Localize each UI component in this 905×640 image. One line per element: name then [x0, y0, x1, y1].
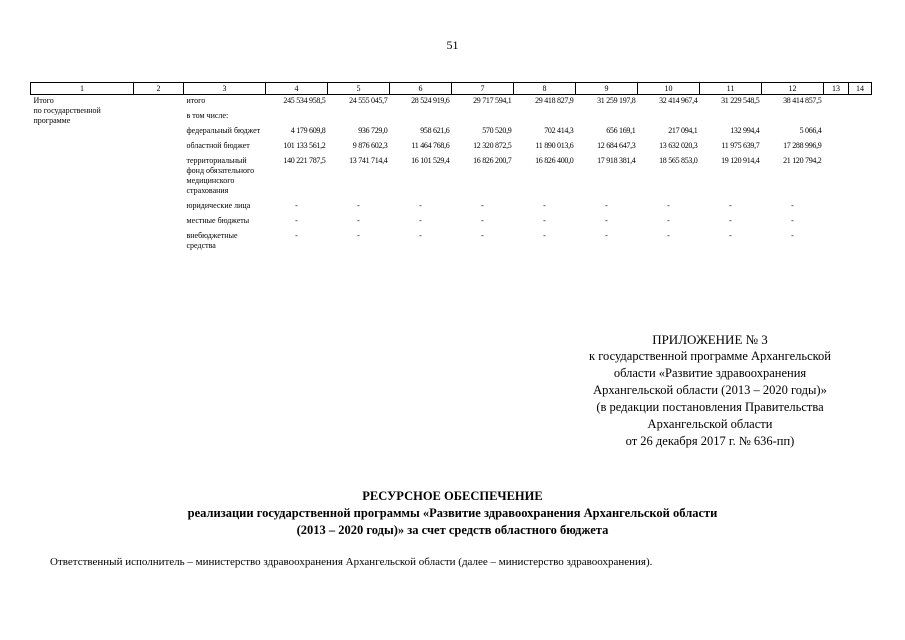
value-cell	[576, 110, 638, 125]
empty-cell	[824, 110, 849, 125]
value-cell: 12 320 872,5	[473, 141, 512, 150]
funding-source-cell: в том числе:	[186, 111, 229, 120]
value-cell: 11 975 639,7	[721, 141, 760, 150]
value-cell: 18 565 853,0	[659, 156, 698, 165]
value-cell: -	[481, 201, 484, 210]
value-cell: 16 101 529,4	[411, 156, 450, 165]
empty-cell	[849, 140, 872, 155]
empty-cell	[849, 215, 872, 230]
column-header: 1	[31, 83, 134, 95]
empty-cell	[849, 155, 872, 200]
value-cell: 32 414 967,4	[659, 96, 698, 105]
funding-source-cell: областной бюджет	[186, 141, 250, 150]
value-cell: -	[729, 216, 732, 225]
appendix-line: (в редакции постановления Правительства	[596, 400, 824, 414]
value-cell: 16 826 400,0	[535, 156, 574, 165]
value-cell: 13 741 714,4	[349, 156, 388, 165]
value-cell	[762, 110, 824, 125]
value-cell: -	[295, 201, 298, 210]
value-cell: -	[605, 216, 608, 225]
value-cell: 31 259 197,8	[597, 96, 636, 105]
empty-cell	[849, 125, 872, 140]
appendix-title: ПРИЛОЖЕНИЕ № 3	[652, 332, 768, 347]
value-cell: 21 120 794,2	[783, 156, 822, 165]
value-cell: -	[791, 201, 794, 210]
value-cell: 958 621,6	[420, 126, 450, 135]
column-header: 6	[390, 83, 452, 95]
document-title	[0, 488, 905, 539]
empty-cell	[824, 95, 849, 111]
table-header-row	[31, 83, 872, 95]
responsible-executive: Ответственный исполнитель – министерство здравоохранения Архангельской области (далее – министерство здравоохранения).	[50, 556, 653, 568]
value-cell: -	[419, 201, 422, 210]
value-cell: -	[481, 216, 484, 225]
value-cell: 101 133 561,2	[283, 141, 326, 150]
value-cell: -	[481, 231, 484, 240]
value-cell: -	[605, 201, 608, 210]
value-cell	[514, 110, 576, 125]
value-cell: -	[791, 216, 794, 225]
value-cell: -	[357, 231, 360, 240]
value-cell: -	[667, 201, 670, 210]
empty-cell	[849, 95, 872, 111]
value-cell: -	[357, 216, 360, 225]
document-title-line: (2013 – 2020 годы)» за счет средств областного бюджета	[296, 523, 609, 537]
column-header: 4	[266, 83, 328, 95]
value-cell: -	[295, 231, 298, 240]
value-cell: 11 890 013,6	[535, 141, 574, 150]
appendix-block	[545, 331, 875, 450]
empty-cell	[849, 200, 872, 215]
value-cell: 4 179 609,8	[290, 126, 326, 135]
value-cell: 936 729,0	[358, 126, 388, 135]
value-cell: 16 826 200,7	[473, 156, 512, 165]
funding-source-cell: местные бюджеты	[186, 216, 250, 225]
value-cell: -	[419, 216, 422, 225]
value-cell: -	[295, 216, 298, 225]
column-header: 7	[452, 83, 514, 95]
value-cell: -	[729, 201, 732, 210]
value-cell: -	[729, 231, 732, 240]
column-header: 9	[576, 83, 638, 95]
appendix-line: к государственной программе Архангельской	[589, 349, 831, 363]
value-cell: -	[605, 231, 608, 240]
value-cell: 17 288 996,9	[783, 141, 822, 150]
funding-source-cell: юридические лица	[186, 201, 251, 210]
value-cell	[328, 110, 390, 125]
program-label-cell: Итого по государственной программе	[33, 96, 101, 125]
value-cell: 19 120 914,4	[721, 156, 760, 165]
appendix-line: от 26 декабря 2017 г. № 636-пп)	[625, 434, 795, 448]
value-cell: -	[543, 231, 546, 240]
empty-cell	[824, 200, 849, 215]
appendix-line: Архангельской области	[647, 417, 773, 431]
value-cell: 5 066,4	[799, 126, 822, 135]
value-cell: 12 684 647,3	[597, 141, 636, 150]
value-cell: 24 555 045,7	[349, 96, 388, 105]
value-cell: -	[543, 216, 546, 225]
funding-source-cell: территориальный фонд обязательного медицинского страхования	[186, 156, 255, 195]
column-header: 11	[700, 83, 762, 95]
value-cell	[700, 110, 762, 125]
document-title-line: реализации государственной программы «Развитие здравоохранения Архангельской области	[187, 506, 718, 520]
value-cell	[638, 110, 700, 125]
value-cell: 656 169,1	[606, 126, 636, 135]
column-header: 2	[134, 83, 184, 95]
value-cell: 29 717 594,1	[473, 96, 512, 105]
document-title-line: РЕСУРСНОЕ ОБЕСПЕЧЕНИЕ	[362, 489, 543, 503]
empty-cell	[849, 230, 872, 255]
value-cell: 217 094,1	[668, 126, 698, 135]
page-number: 51	[446, 38, 459, 52]
value-cell: 28 524 919,6	[411, 96, 450, 105]
value-cell: 132 994,4	[730, 126, 760, 135]
empty-cell	[824, 140, 849, 155]
funding-source-cell: федеральный бюджет	[186, 126, 261, 135]
table-row	[31, 95, 872, 111]
value-cell	[266, 110, 328, 125]
column-header: 12	[762, 83, 824, 95]
value-cell: -	[357, 201, 360, 210]
value-cell: 9 876 602,3	[352, 141, 388, 150]
column-header: 14	[849, 83, 872, 95]
value-cell	[390, 110, 452, 125]
value-cell: -	[543, 201, 546, 210]
value-cell: 13 632 020,3	[659, 141, 698, 150]
empty-cell	[849, 110, 872, 125]
value-cell	[452, 110, 514, 125]
appendix-line: Архангельской области (2013 – 2020 годы)»	[593, 383, 827, 397]
column-header: 10	[638, 83, 700, 95]
empty-cell	[824, 125, 849, 140]
value-cell: 245 534 958,5	[283, 96, 326, 105]
table-body	[31, 95, 872, 256]
column-header: 8	[514, 83, 576, 95]
value-cell: 31 229 548,5	[721, 96, 760, 105]
empty-cell	[824, 215, 849, 230]
value-cell: 38 414 857,5	[783, 96, 822, 105]
value-cell: -	[667, 231, 670, 240]
column-header: 5	[328, 83, 390, 95]
funding-source-cell: внебюджетные средства	[186, 231, 238, 250]
value-cell: 29 418 827,9	[535, 96, 574, 105]
value-cell: 11 464 768,6	[411, 141, 450, 150]
value-cell: -	[791, 231, 794, 240]
value-cell: -	[419, 231, 422, 240]
value-cell: 140 221 787,5	[283, 156, 326, 165]
budget-table	[30, 82, 872, 255]
funding-source-cell: итого	[186, 96, 206, 105]
empty-cell	[824, 230, 849, 255]
value-cell: 570 520,9	[482, 126, 512, 135]
value-cell: 17 918 381,4	[597, 156, 636, 165]
empty-cell	[134, 95, 184, 256]
appendix-line: области «Развитие здравоохранения	[613, 366, 807, 380]
value-cell: -	[667, 216, 670, 225]
empty-cell	[824, 155, 849, 200]
column-header: 3	[184, 83, 266, 95]
column-header: 13	[824, 83, 849, 95]
value-cell: 702 414,3	[544, 126, 574, 135]
